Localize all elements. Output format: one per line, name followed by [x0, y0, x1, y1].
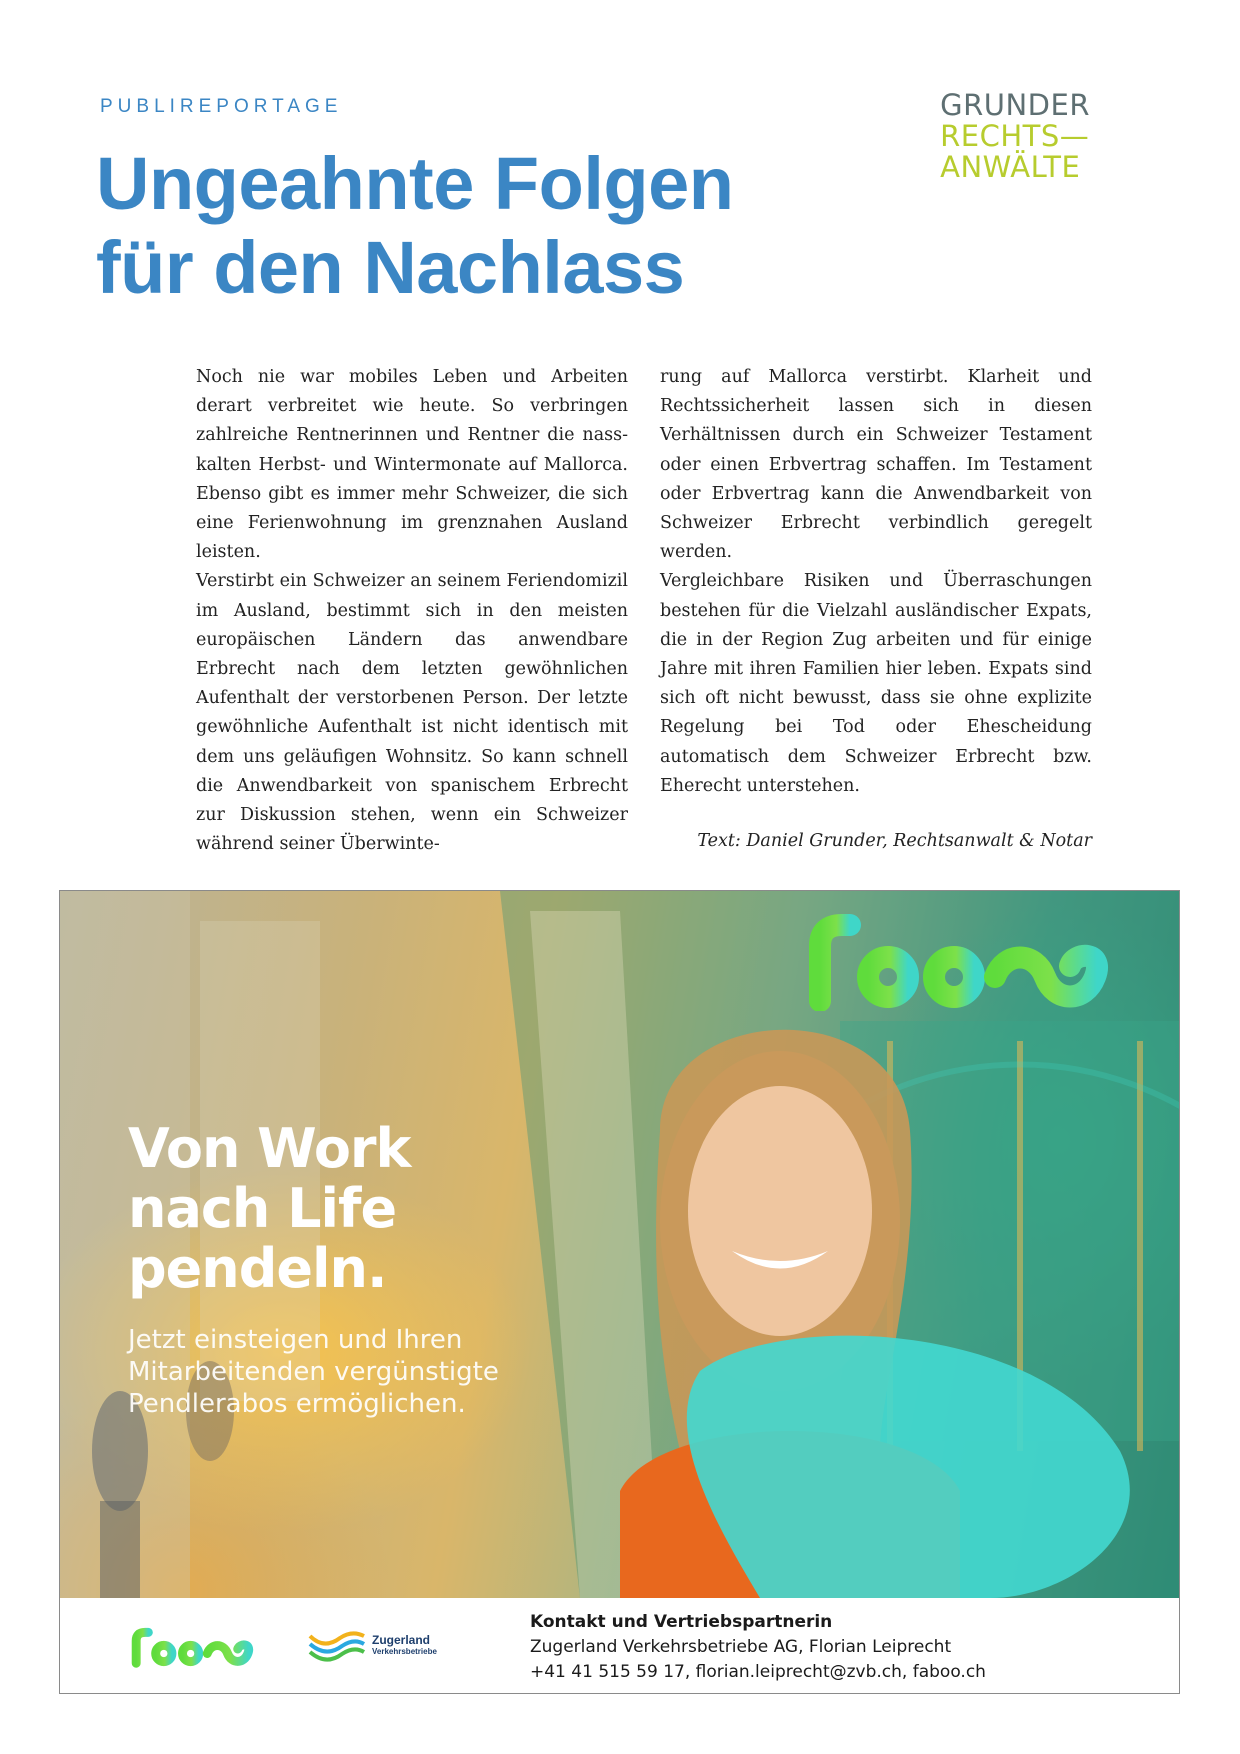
faboo-advertisement: [59, 890, 1180, 1694]
brand-line-1: GRUNDER: [940, 88, 1090, 122]
contact-details: +41 41 515 59 17, florian.leiprecht@zvb.ch, faboo.ch: [530, 1662, 986, 1682]
paragraph: rung auf Mallorca verstirbt. Klarheit und Rechtssicherheit lassen sich in diesen Verhältnissen durch ein Schweizer Testament oder einen Erbvertrag schaffen. Im Testament oder Erbvertrag kann die Anwendbarkeit von Schweizer Erbrecht verbindlich geregelt werden.: [660, 367, 1092, 563]
zvb-wordmark: [372, 1634, 437, 1657]
ad-slogan: [128, 1119, 410, 1299]
brand-line-3: ANWÄLTE: [940, 150, 1081, 184]
slogan-line-3: pendeln.: [128, 1237, 387, 1300]
article-column-left: [196, 363, 628, 859]
title-line-2: für den Nachlass: [96, 226, 685, 309]
ad-footer: [60, 1598, 1180, 1694]
zvb-wave-icon: [306, 1620, 368, 1670]
brand-line-2: RECHTS—: [940, 119, 1090, 153]
title-line-1: Ungeahnte Folgen: [96, 142, 734, 225]
slogan-line-1: Von Work: [128, 1117, 411, 1180]
paragraph: Vergleichbare Risiken und Überraschungen bestehen für die Vielzahl ausländischer Expats, die in der Region Zug arbeiten und für einige Jahre mit ihren Familien hier leben. Expats sind sich oft nicht bewusst, dass sie ohne explizite Regelung bei Tod oder Ehescheidung automatisch dem Schweizer Erbrecht bzw. Eherecht unterstehen.: [660, 571, 1092, 796]
zvb-name: Zugerland: [372, 1633, 431, 1647]
commuter-photo: [60, 891, 1180, 1598]
grunder-rechtsanwaelte-logo: [940, 90, 1090, 183]
page-title: [96, 142, 733, 310]
contact-title: Kontakt und Vertriebspartnerin: [530, 1612, 833, 1632]
paragraph: Verstirbt ein Schweizer an seinem Feriendomizil im Ausland, bestimmt sich in den meisten europäischen Ländern das anwendbare Erbrecht nach dem letzten gewöhnlichen Aufenthalt der verstorbenen Person. Der letzte gewöhnliche Aufenthalt ist nicht identisch mit dem uns geläufigen Wohnsitz. So kann schnell die Anwendbarkeit von spanischem Erbrecht zur Diskussion stehen, wenn ein Schweizer während seiner Überwinte-: [196, 571, 628, 855]
contact-block: [530, 1610, 986, 1685]
paragraph: Noch nie war mobiles Leben und Arbeiten derart verbreitet wie heute. So verbringen zahlreiche Rentnerinnen und Rentner die nass-kalten Herbst- und Wintermonate auf Mallorca. Ebenso gibt es immer mehr Schweizer, die sich eine Ferienwohnung im grenznahen Ausland leisten.: [196, 367, 628, 563]
kicker: PUBLIREPORTAGE: [100, 96, 343, 117]
article-column-right: [660, 363, 1092, 859]
subline-2: Mitarbeitenden vergünstigte: [128, 1357, 499, 1387]
subline-3: Pendlerabos ermöglichen.: [128, 1389, 466, 1419]
author-credit: Text: Daniel Grunder, Rechtsanwalt & Notar: [697, 831, 1092, 852]
article-body: [196, 363, 1092, 859]
slogan-line-2: nach Life: [128, 1177, 397, 1240]
ad-subline: [128, 1324, 499, 1420]
zugerland-verkehrsbetriebe-logo: [306, 1620, 456, 1670]
zvb-subname: Verkehrsbetriebe: [372, 1647, 437, 1656]
faboo-logo-small: [124, 1626, 256, 1668]
faboo-logo: [790, 911, 1115, 1011]
contact-company: Zugerland Verkehrsbetriebe AG, Florian Leiprecht: [530, 1637, 952, 1657]
subline-1: Jetzt einsteigen und Ihren: [128, 1325, 463, 1355]
